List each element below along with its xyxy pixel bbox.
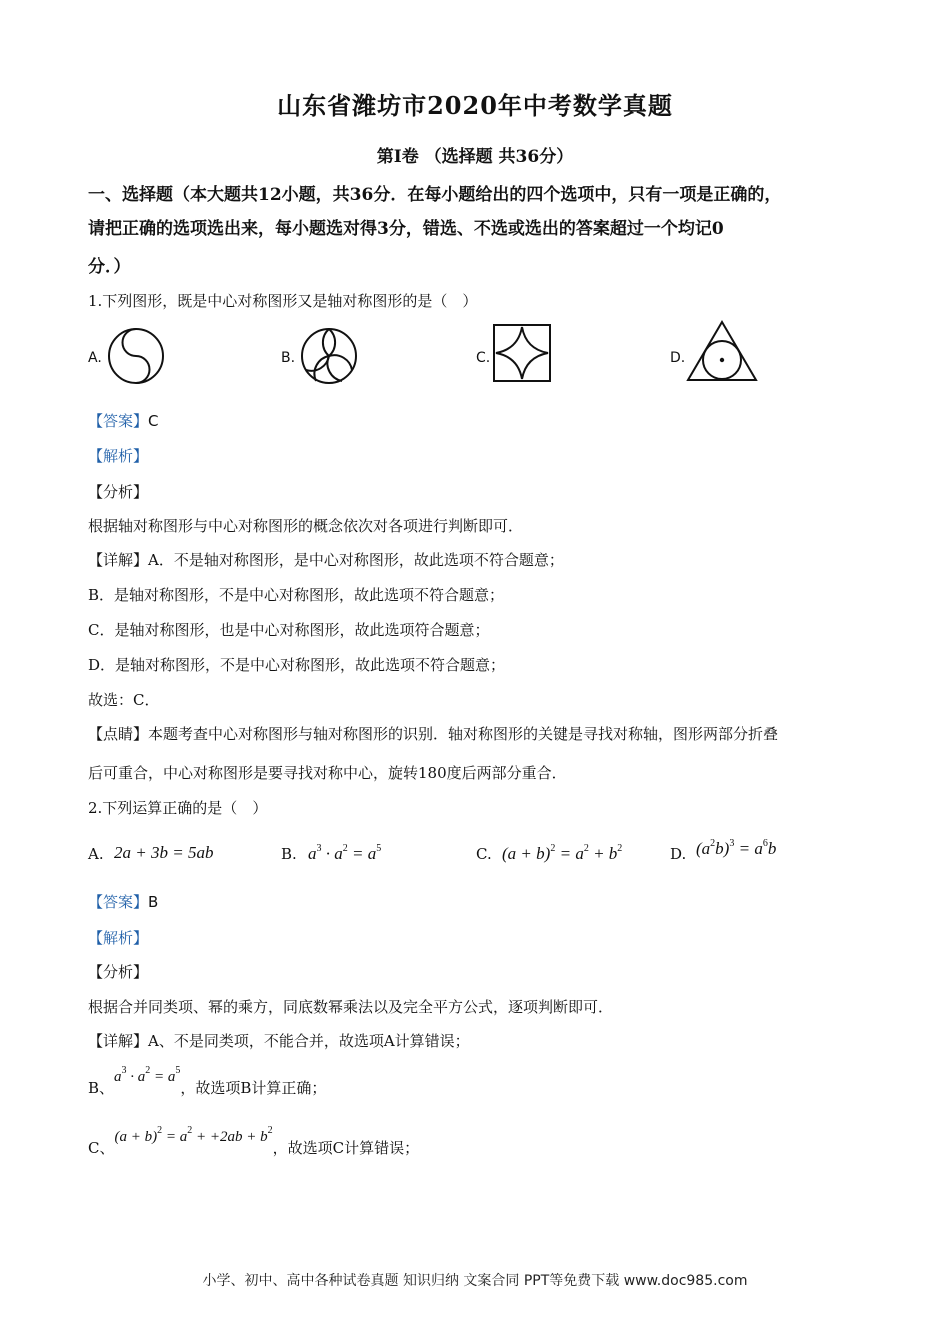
q2-fenxi-text: 根据合并同类项、幂的乘方，同底数幂乘法以及完全平方公式，逐项判断即可． — [88, 998, 614, 1016]
q1-comment-line2: 后可重合，中心对称图形是要寻找对称中心，旋转180度后两部分重合． — [88, 764, 567, 782]
q2-stem: 2.下列运算正确的是（ ） — [88, 799, 268, 817]
section-heading-line2: 请把正确的选项选出来，每小题选对得3分，错选、不选或选出的答案超过一个均记0 — [88, 219, 724, 239]
q1-figure-a-yinyang — [106, 326, 166, 386]
q2-option-d-label: D. — [670, 845, 687, 863]
q2-answer: 【答案】B — [88, 893, 159, 911]
q1-figure-b-three-arcs — [298, 326, 360, 386]
q2-option-a-label: A. — [88, 845, 104, 863]
q1-stem: 1.下列图形，既是中心对称图形又是轴对称图形的是（ ） — [88, 292, 478, 310]
section-heading-line1: 一、选择题（本大题共12小题，共36分．在每小题给出的四个选项中，只有一项是正确的， — [88, 185, 782, 205]
q1-answer: 【答案】C — [88, 412, 159, 430]
page-footer: 小学、初中、高中各种试卷真题 知识归纳 文案合同 PPT等免费下载 www.doc985.com — [202, 1273, 748, 1289]
q1-detail-d: D．是轴对称图形，不是中心对称图形，故此选项不符合题意； — [88, 656, 506, 674]
q2-option-d-formula: $(a^2b)^3 = a^6b$ — [696, 838, 777, 858]
q1-option-a-label: A. — [88, 350, 102, 366]
q1-fenxi-tag: 【分析】 — [88, 483, 149, 501]
q2-option-b-label: B. — [281, 845, 297, 863]
q1-detail-a: 【详解】A．不是轴对称图形，是中心对称图形，故此选项不符合题意； — [88, 551, 564, 569]
q1-comment-line1: 【点睛】本题考查中心对称图形与轴对称图形的识别．轴对称图形的关键是寻找对称轴，图形两部分折叠 — [88, 725, 779, 743]
q1-option-d-label: D. — [670, 350, 686, 366]
q2-detail-a: 【详解】A、不是同类项，不能合并，故选项A计算错误； — [88, 1032, 470, 1050]
q1-analysis-tag: 【解析】 — [88, 447, 149, 465]
section-heading-line3: 分．） — [88, 257, 131, 277]
q2-option-a-formula: 2a + 3b = 5ab — [114, 843, 214, 862]
q1-detail-c: C．是轴对称图形，也是中心对称图形，故此选项符合题意； — [88, 621, 490, 639]
q1-detail-b: B．是轴对称图形，不是中心对称图形，故此选项不符合题意； — [88, 586, 505, 604]
q2-option-c-formula: $(a + b)^2 = a^2 + b^2$ — [502, 843, 623, 863]
q1-option-c-label: C. — [476, 350, 491, 366]
q1-option-b-label: B. — [281, 350, 296, 366]
q2-analysis-tag: 【解析】 — [88, 929, 149, 947]
q1-choose: 故选：C． — [88, 691, 160, 709]
q1-figure-c-star-square — [490, 322, 554, 384]
q1-figure-d-triangle-circle — [684, 318, 760, 384]
q2-detail-b: B、$a^3 \cdot a^2 = a^5$，故选项B计算正确； — [88, 1065, 327, 1097]
q1-fenxi-text: 根据轴对称图形与中心对称图形的概念依次对各项进行判断即可． — [88, 517, 524, 535]
q2-detail-c: C、$(a + b)^2 = a^2 + +2ab + b^2$，故选项C计算错误； — [88, 1125, 420, 1157]
page-title: 山东省潍坊市2020年中考数学真题 — [277, 91, 673, 120]
q2-option-c-label: C. — [476, 845, 492, 863]
q2-fenxi-tag: 【分析】 — [88, 963, 149, 981]
q2-option-b-formula: $a^3 \cdot a^2 = a^5$ — [308, 843, 382, 863]
section-subtitle: 第Ⅰ卷 （选择题 共36分） — [376, 147, 574, 167]
